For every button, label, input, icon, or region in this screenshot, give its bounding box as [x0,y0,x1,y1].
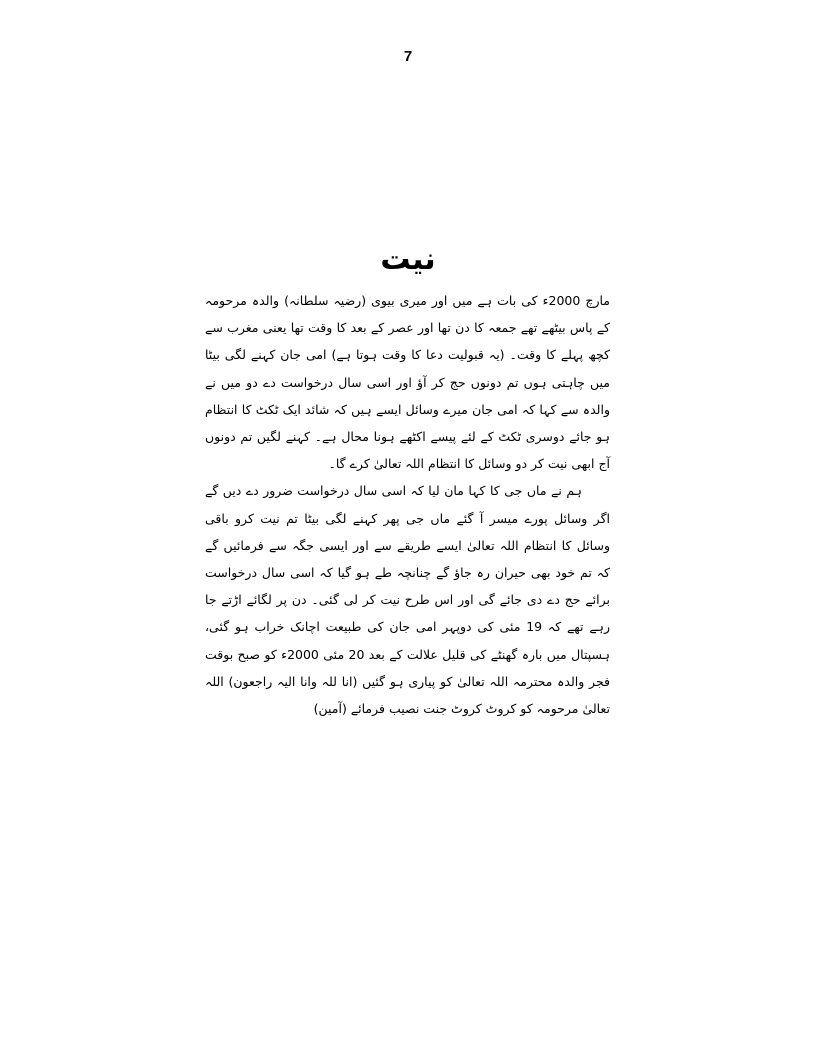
body-text [205,287,610,722]
paragraph-2: ہم نے ماں جی کا کہا مان لیا کہ اسی سال درخواست ضرور دے دیں گے اگر وسائل پورے میسر آ گئے ماں جی پھر کہنے لگی بیٹا تم نیت کرو باقی وسائل کا انتظام اللہ تعالیٰ ایسے طریقے سے اور ایسی جگہ سے فرمائیں گے کہ تم خود بھی حیران رہ جاؤ گے چنانچہ طے ہو گیا کہ اسی سال درخواست برائے حج دے دی جائے گی اور اس طرح نیت کر لی گئی۔ دن پر لگائے اڑتے جا رہے تھے کہ 19 مئی کی دوپہر امی جان کی طبیعت اچانک خراب ہو گئی، ہسپتال میں بارہ گھنٹے کی قلیل علالت کے بعد 20 مئی 2000ء کو صبح بوقت فجر والدہ محترمہ اللہ تعالیٰ کو پیاری ہو گئیں (انا للہ وانا الیہ راجعون) اللہ تعالیٰ مرحومہ کو کروٹ کروٹ جنت نصیب فرمائے (آمین) [205,483,610,717]
page-number: 7 [403,48,413,65]
page-title: نیت [380,242,436,277]
paragraph-1: مارچ 2000ء کی بات ہے میں اور میری بیوی (رضیہ سلطانہ) والدہ مرحومہ کے پاس بیٹھے تھے جمعہ کا دن تھا اور عصر کے بعد کا وقت تھا یعنی مغرب سے کچھ پہلے کا وقت۔ (یہ قبولیت دعا کا وقت ہوتا ہے) امی جان کہنے لگی بیٹا میں چاہتی ہوں تم دونوں حج کر آؤ اور اسی سال درخواست دے دو میں نے والدہ سے کہا کہ امی جان میرے وسائل ایسے ہیں کہ شائد ایک ٹکٹ کا انتظام ہو جائے دوسری ٹکٹ کے لئے پیسے اکٹھے ہونا محال ہے۔ کہنے لگیں تم دونوں آج ابھی نیت کر دو وسائل کا انتظام اللہ تعالیٰ کرے گا۔ [205,293,610,472]
